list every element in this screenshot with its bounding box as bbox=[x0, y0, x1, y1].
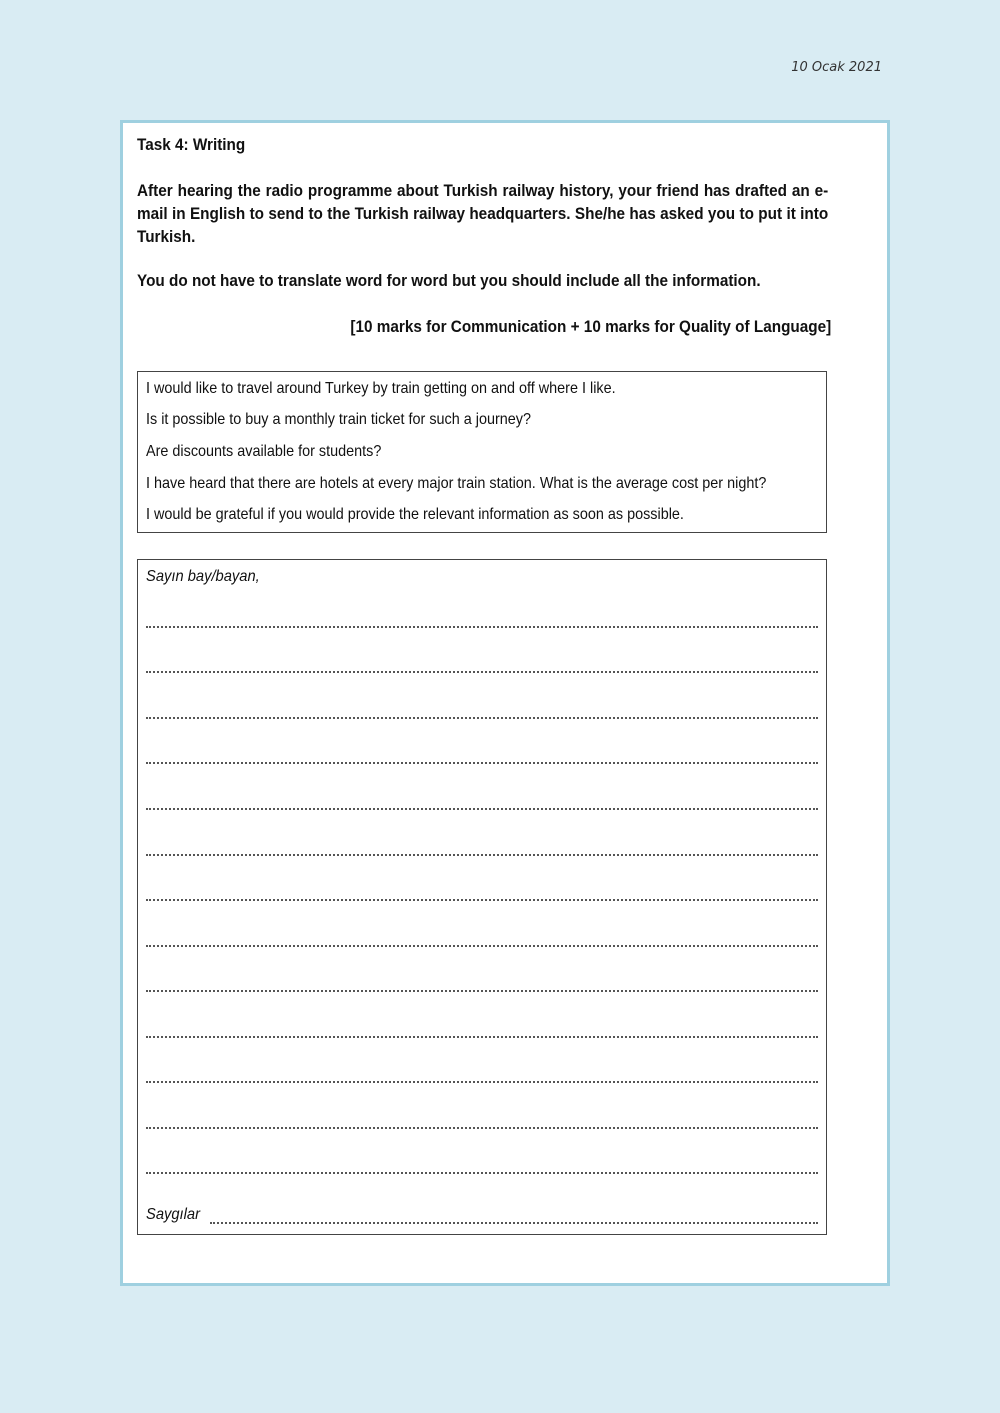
marks-info: [10 marks for Communication + 10 marks for Quality of Language] bbox=[350, 317, 831, 336]
writing-line[interactable] bbox=[146, 945, 818, 947]
date-label: 10 Ocak 2021 bbox=[791, 60, 882, 75]
email-line: Are discounts available for students? bbox=[146, 443, 382, 460]
answer-box[interactable] bbox=[137, 559, 827, 1235]
email-line: I have heard that there are hotels at every major train station. What is the average cost per night? bbox=[146, 475, 767, 492]
signature-line[interactable] bbox=[210, 1222, 818, 1224]
writing-line[interactable] bbox=[146, 1036, 818, 1038]
task-title: Task 4: Writing bbox=[137, 135, 246, 154]
translation-note: You do not have to translate word for word but you should include all the information. bbox=[137, 271, 761, 290]
writing-line[interactable] bbox=[146, 808, 818, 810]
worksheet bbox=[120, 120, 890, 1286]
writing-line[interactable] bbox=[146, 990, 818, 992]
writing-line[interactable] bbox=[146, 762, 818, 764]
writing-line[interactable] bbox=[146, 1081, 818, 1083]
email-line: I would be grateful if you would provide the relevant information as soon as possible. bbox=[146, 506, 684, 523]
writing-line[interactable] bbox=[146, 1127, 818, 1129]
writing-line[interactable] bbox=[146, 854, 818, 856]
english-email-box bbox=[137, 371, 827, 533]
writing-line[interactable] bbox=[146, 671, 818, 673]
closing-label: Saygılar bbox=[146, 1206, 201, 1223]
writing-line[interactable] bbox=[146, 899, 818, 901]
email-line: I would like to travel around Turkey by train getting on and off where I like. bbox=[146, 380, 616, 397]
instruction-text: After hearing the radio programme about Turkish railway history, your friend has drafted an e-mail in English to send to the Turkish railway headquarters. She/he has asked you to put it into Turkish. bbox=[137, 181, 829, 246]
email-line: Is it possible to buy a monthly train ticket for such a journey? bbox=[146, 411, 531, 428]
task-instructions bbox=[137, 179, 828, 248]
salutation: Sayın bay/bayan, bbox=[146, 568, 260, 585]
writing-line[interactable] bbox=[146, 1172, 818, 1174]
writing-line[interactable] bbox=[146, 626, 818, 628]
writing-line[interactable] bbox=[146, 717, 818, 719]
